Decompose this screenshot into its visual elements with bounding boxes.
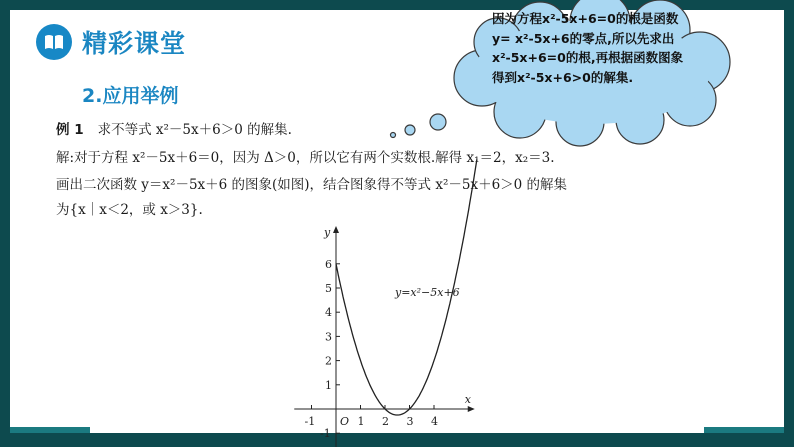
function-label: y=x²−5x+6 <box>395 286 460 299</box>
x-axis-label: x <box>464 393 471 406</box>
x-axis-arrow <box>468 406 475 412</box>
x-tick-label: 2 <box>382 415 389 428</box>
x-tick-label: 3 <box>406 415 414 428</box>
y-tick-label: 2 <box>325 354 332 368</box>
y-tick-label: 4 <box>325 306 332 320</box>
section-title: 2.应用举例 <box>82 85 179 107</box>
page-title: 精彩课堂 <box>82 29 187 58</box>
example-label: 例 1 <box>56 122 84 138</box>
y-axis-label: y <box>324 226 331 239</box>
thought-bubble-text: 因为方程x²-5x+6=0的根是函数y= x²-5x+6的零点,所以先求出x²-5x+6=0的根,再根据函数图象得到x²-5x+6>0的解集. <box>492 11 684 85</box>
y-tick-label: -1 <box>320 427 331 441</box>
origin-label: O <box>340 415 350 428</box>
solution-label: 解: <box>56 150 75 166</box>
x-tick-label: 4 <box>431 415 438 428</box>
x-tick-label: -1 <box>304 415 316 428</box>
y-tick-label: 1 <box>325 378 332 392</box>
solution-line-3: 为{x｜x＜2，或 x＞3}. <box>56 202 203 218</box>
y-tick-label: 5 <box>325 282 332 295</box>
x-tick-label: 1 <box>357 415 365 428</box>
example-problem: 求不等式 x²－5x＋6＞0 的解集. <box>97 122 292 138</box>
solution-text-1: 对于方程 x²－5x＋6＝0，因为 Δ＞0，所以它有两个实数根.解得 x₁＝2，x₂＝3. <box>74 150 555 166</box>
y-axis-arrow <box>333 226 339 233</box>
y-tick-label: 6 <box>325 257 332 271</box>
y-tick-label: 3 <box>325 330 332 344</box>
solution-line-2: 画出二次函数 y＝x²－5x＋6 的图象(如图)，结合图象得不等式 x²－5x＋6＞0 的解集 <box>56 177 568 193</box>
